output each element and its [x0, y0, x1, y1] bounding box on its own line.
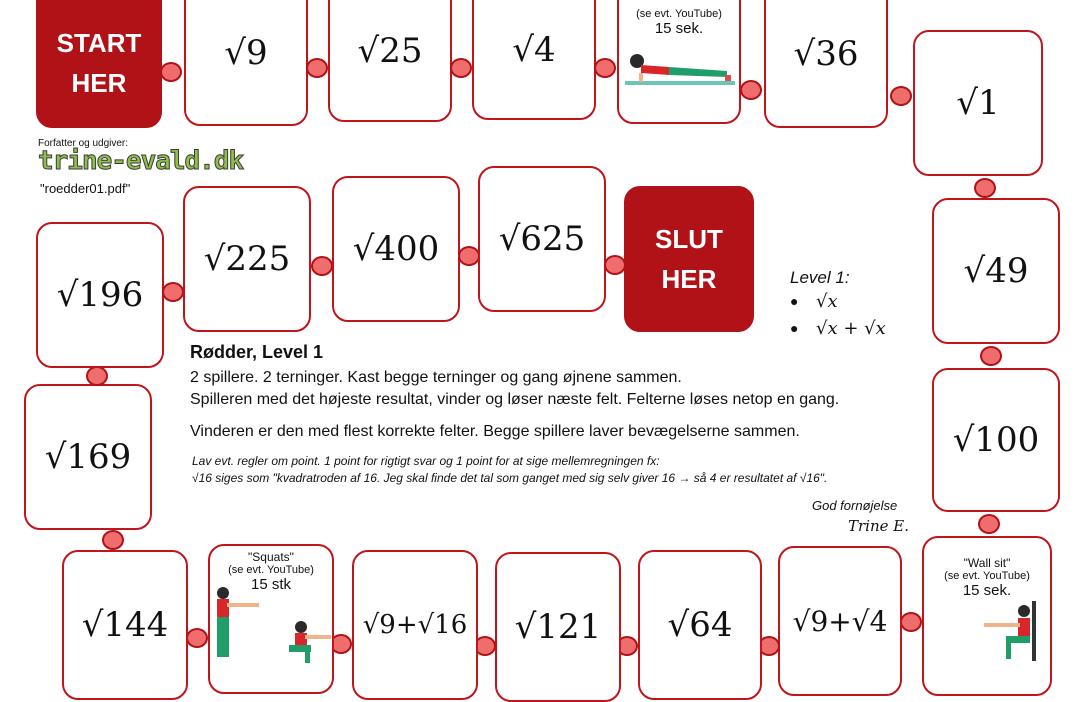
field-sqrt144[interactable]: √144: [62, 550, 188, 700]
path-connector: [186, 628, 208, 648]
path-connector: [594, 58, 616, 78]
squats-figure-icon: [209, 587, 333, 665]
field-sqrt121[interactable]: √121: [495, 552, 621, 702]
field-sqrt100[interactable]: √100: [932, 368, 1060, 512]
path-connector: [162, 282, 184, 302]
author-label: Forfatter og udgiver:: [38, 138, 129, 149]
exercise-squats-title: "Squats": [248, 550, 294, 564]
field-sqrt9[interactable]: √9: [184, 0, 308, 126]
rules-closing: God fornøjelse: [812, 498, 898, 513]
plank-figure-icon: [619, 45, 739, 89]
path-connector: [900, 612, 922, 632]
level-title: Level 1:: [790, 268, 850, 287]
path-connector: [740, 80, 762, 100]
rules-note: Lav evt. regler om point. 1 point for rigtigt svar og 1 point for at sige mellemregningen fx:: [192, 454, 660, 468]
path-connector: [450, 58, 472, 78]
rules-line: Vinderen er den med flest korrekte felter. Begge spillere laver bevægelserne sammen.: [190, 423, 800, 440]
rules-title: Rødder, Level 1: [190, 342, 324, 362]
start-field[interactable]: START HER: [36, 0, 162, 128]
field-sqrt9-plus-sqrt4[interactable]: √9+√4: [778, 546, 902, 696]
path-connector: [458, 246, 480, 266]
path-connector: [890, 86, 912, 106]
path-connector: [604, 255, 626, 275]
level-item: √x: [816, 291, 838, 312]
exercise-squats-sub: (se evt. YouTube): [228, 564, 314, 576]
field-sqrt4[interactable]: √4: [472, 0, 596, 120]
field-sqrt25[interactable]: √25: [328, 0, 452, 122]
file-name: "roedder01.pdf": [40, 181, 131, 196]
exercise-wallsit-field[interactable]: [922, 536, 1052, 696]
path-connector: [102, 530, 124, 550]
path-connector: [980, 346, 1002, 366]
path-connector: [86, 366, 108, 386]
field-sqrt9-plus-sqrt16[interactable]: √9+√16: [352, 550, 478, 700]
field-sqrt196[interactable]: √196: [36, 222, 164, 368]
exercise-squats-field[interactable]: [208, 544, 334, 694]
rules-note: √16 siges som "kvadratroden af 16. Jeg skal finde det tal som ganget med sig selv giver 16 → så 4 er resultatet af √16".: [192, 471, 828, 485]
field-sqrt169[interactable]: √169: [24, 384, 152, 530]
field-sqrt625[interactable]: √625: [478, 166, 606, 312]
wallsit-figure-icon: [932, 601, 1042, 661]
rules-line: 2 spillere. 2 terninger. Kast begge terninger og gang øjnene sammen.: [190, 369, 682, 386]
exercise-wallsit-title: "Wall sit": [963, 556, 1011, 570]
field-sqrt36[interactable]: √36: [764, 0, 888, 128]
field-sqrt64[interactable]: √64: [638, 550, 762, 700]
field-sqrt225[interactable]: √225: [183, 186, 311, 332]
field-sqrt400[interactable]: √400: [332, 176, 460, 322]
level-item: √x + √x: [816, 318, 886, 339]
exercise-wallsit-sub: (se evt. YouTube): [944, 570, 1030, 582]
author-site-logo: trine-evald.dk: [38, 146, 244, 176]
field-sqrt49[interactable]: √49: [932, 198, 1060, 344]
path-connector: [978, 514, 1000, 534]
exercise-plank-sub: (se evt. YouTube): [636, 8, 722, 20]
exercise-plank-field[interactable]: [617, 0, 741, 124]
path-connector: [974, 178, 996, 198]
path-connector: [160, 62, 182, 82]
level-item-bullet: ●: [790, 293, 799, 309]
path-connector: [306, 58, 328, 78]
exercise-wallsit-duration: 15 sek.: [962, 582, 1012, 599]
path-connector: [311, 256, 333, 276]
level-item-bullet: ●: [790, 320, 799, 336]
signature: Trine E.: [848, 517, 909, 535]
exercise-squats-duration: 15 stk: [250, 576, 292, 593]
rules-line: Spilleren med det højeste resultat, vinder og løser næste felt. Felterne løses netop en gang.: [190, 391, 840, 408]
slut-field[interactable]: SLUT HER: [624, 186, 754, 332]
field-sqrt1[interactable]: √1: [913, 30, 1043, 176]
exercise-plank-duration: 15 sek.: [654, 20, 704, 37]
